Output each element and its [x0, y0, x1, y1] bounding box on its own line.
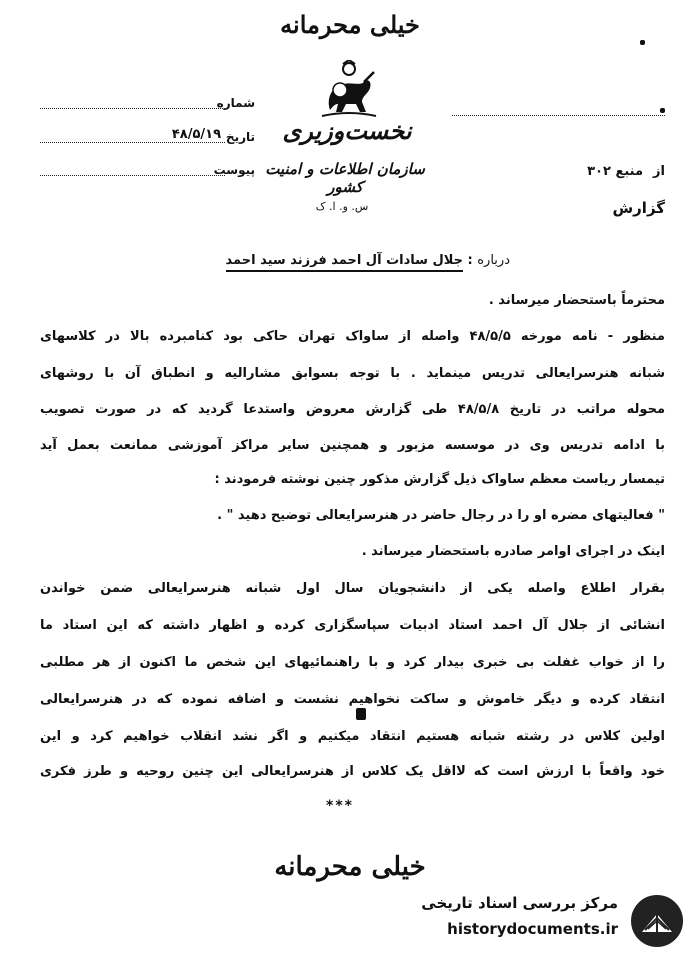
field-from-value: منبع ۳۰۲	[587, 164, 643, 179]
body-line: شبانه هنرسرایعالی تدریس مینماید . با توجه بسوابق مشارالیه و انطباق آن با روشهای	[40, 366, 665, 381]
scan-speck	[356, 708, 366, 720]
subject-line: درباره : جلال سادات آل احمد فرزند سید احمد	[190, 253, 510, 268]
body-line: انتقاد کرده و دیگر خاموش و ساکت نخواهیم نشست و اضافه نموده که در هنرسرایعالی	[40, 692, 665, 707]
watermark-url: historydocuments.ir	[447, 920, 618, 938]
body-line: منظور - نامه مورخه ۴۸/۵/۵ واصله از ساواک تهران حاکی بود کنامبرده بالا در کلاسهای	[40, 329, 665, 344]
body-line: " فعالیتهای مضره او را در رجال حاضر در هنرسرایعالی توضیح دهید " .	[217, 508, 665, 523]
org-code: س. و. ا. ک	[315, 200, 369, 213]
subject-label: درباره	[477, 253, 510, 268]
report-label: گزارش	[612, 199, 665, 217]
body-line: اینک در اجرای اوامر صادره باستحضار میرساند .	[361, 544, 665, 559]
field-date-line	[40, 142, 225, 143]
field-attachment-line	[40, 175, 225, 176]
body-line: خود واقعاً با ارزش است که لااقل یک کلاس از هنرسرایعالی این چنین روحیه و طرز فکری	[40, 764, 665, 779]
body-line: محوله مراتب در تاریخ ۴۸/۵/۸ طی گزارش معروض واستدعا گردید که در صورت تصویب	[40, 402, 665, 417]
closing-stars: ***	[326, 798, 354, 814]
body-line: تیمسار ریاست معظم ساواک ذیل گزارش مذکور چنین نوشته فرمودند :	[214, 472, 665, 487]
body-line: محترماً باستحضار میرساند .	[488, 293, 665, 308]
archive-watermark	[405, 890, 690, 952]
field-attachment-label: پیوست	[213, 163, 255, 177]
classification-top: خیلی محرمانه	[280, 10, 420, 39]
scan-speck	[660, 108, 665, 113]
field-date-value: ۴۸/۵/۱۹	[168, 127, 225, 142]
body-line: انشائی از جلال آل احمد استاد ادبیات سپاسگزاری کرده و اظهار داشته که این استاد ما	[40, 618, 665, 633]
field-number-line	[40, 108, 225, 109]
field-number-label: شماره	[216, 96, 255, 110]
field-blank-line	[452, 103, 665, 116]
watermark-title: مرکز بررسی اسناد تاریخی	[421, 894, 618, 912]
field-from-label: از	[653, 164, 665, 179]
subject-text: جلال سادات آل احمد فرزند سید احمد	[226, 253, 463, 272]
scan-speck	[640, 40, 645, 45]
field-date	[40, 127, 255, 148]
classification-bottom: خیلی محرمانه	[274, 852, 426, 882]
org-subtitle: سازمان اطلاعات و امنیت کشور	[265, 160, 425, 196]
book-pages-icon	[628, 892, 686, 950]
field-from	[452, 164, 665, 182]
body-line: اولین کلاس در رشته شبانه هستیم انتقاد میکنیم و اگر نشد انقلاب خواهیم کرد و این	[40, 729, 665, 744]
lion-and-sun-emblem-icon	[318, 60, 380, 120]
body-line: با ادامه تدریس وی در موسسه مزبور و همچنین سایر مراکز آموزشی ممانعت بعمل آید	[40, 438, 665, 453]
field-date-label: تاریخ	[225, 130, 255, 144]
field-attachment	[40, 163, 255, 181]
org-title: نخست‌وزیری	[282, 116, 412, 145]
field-number	[40, 96, 255, 114]
body-line: بقرار اطلاع واصله یکی از دانشجویان سال اول شبانه هنرسرایعالی ضمن خواندن	[40, 581, 665, 596]
body-line: را از خواب غفلت بی خبری بیدار کرد و با راهنمائیهای این شخص ما اکنون از هر مطلبی	[40, 655, 665, 670]
